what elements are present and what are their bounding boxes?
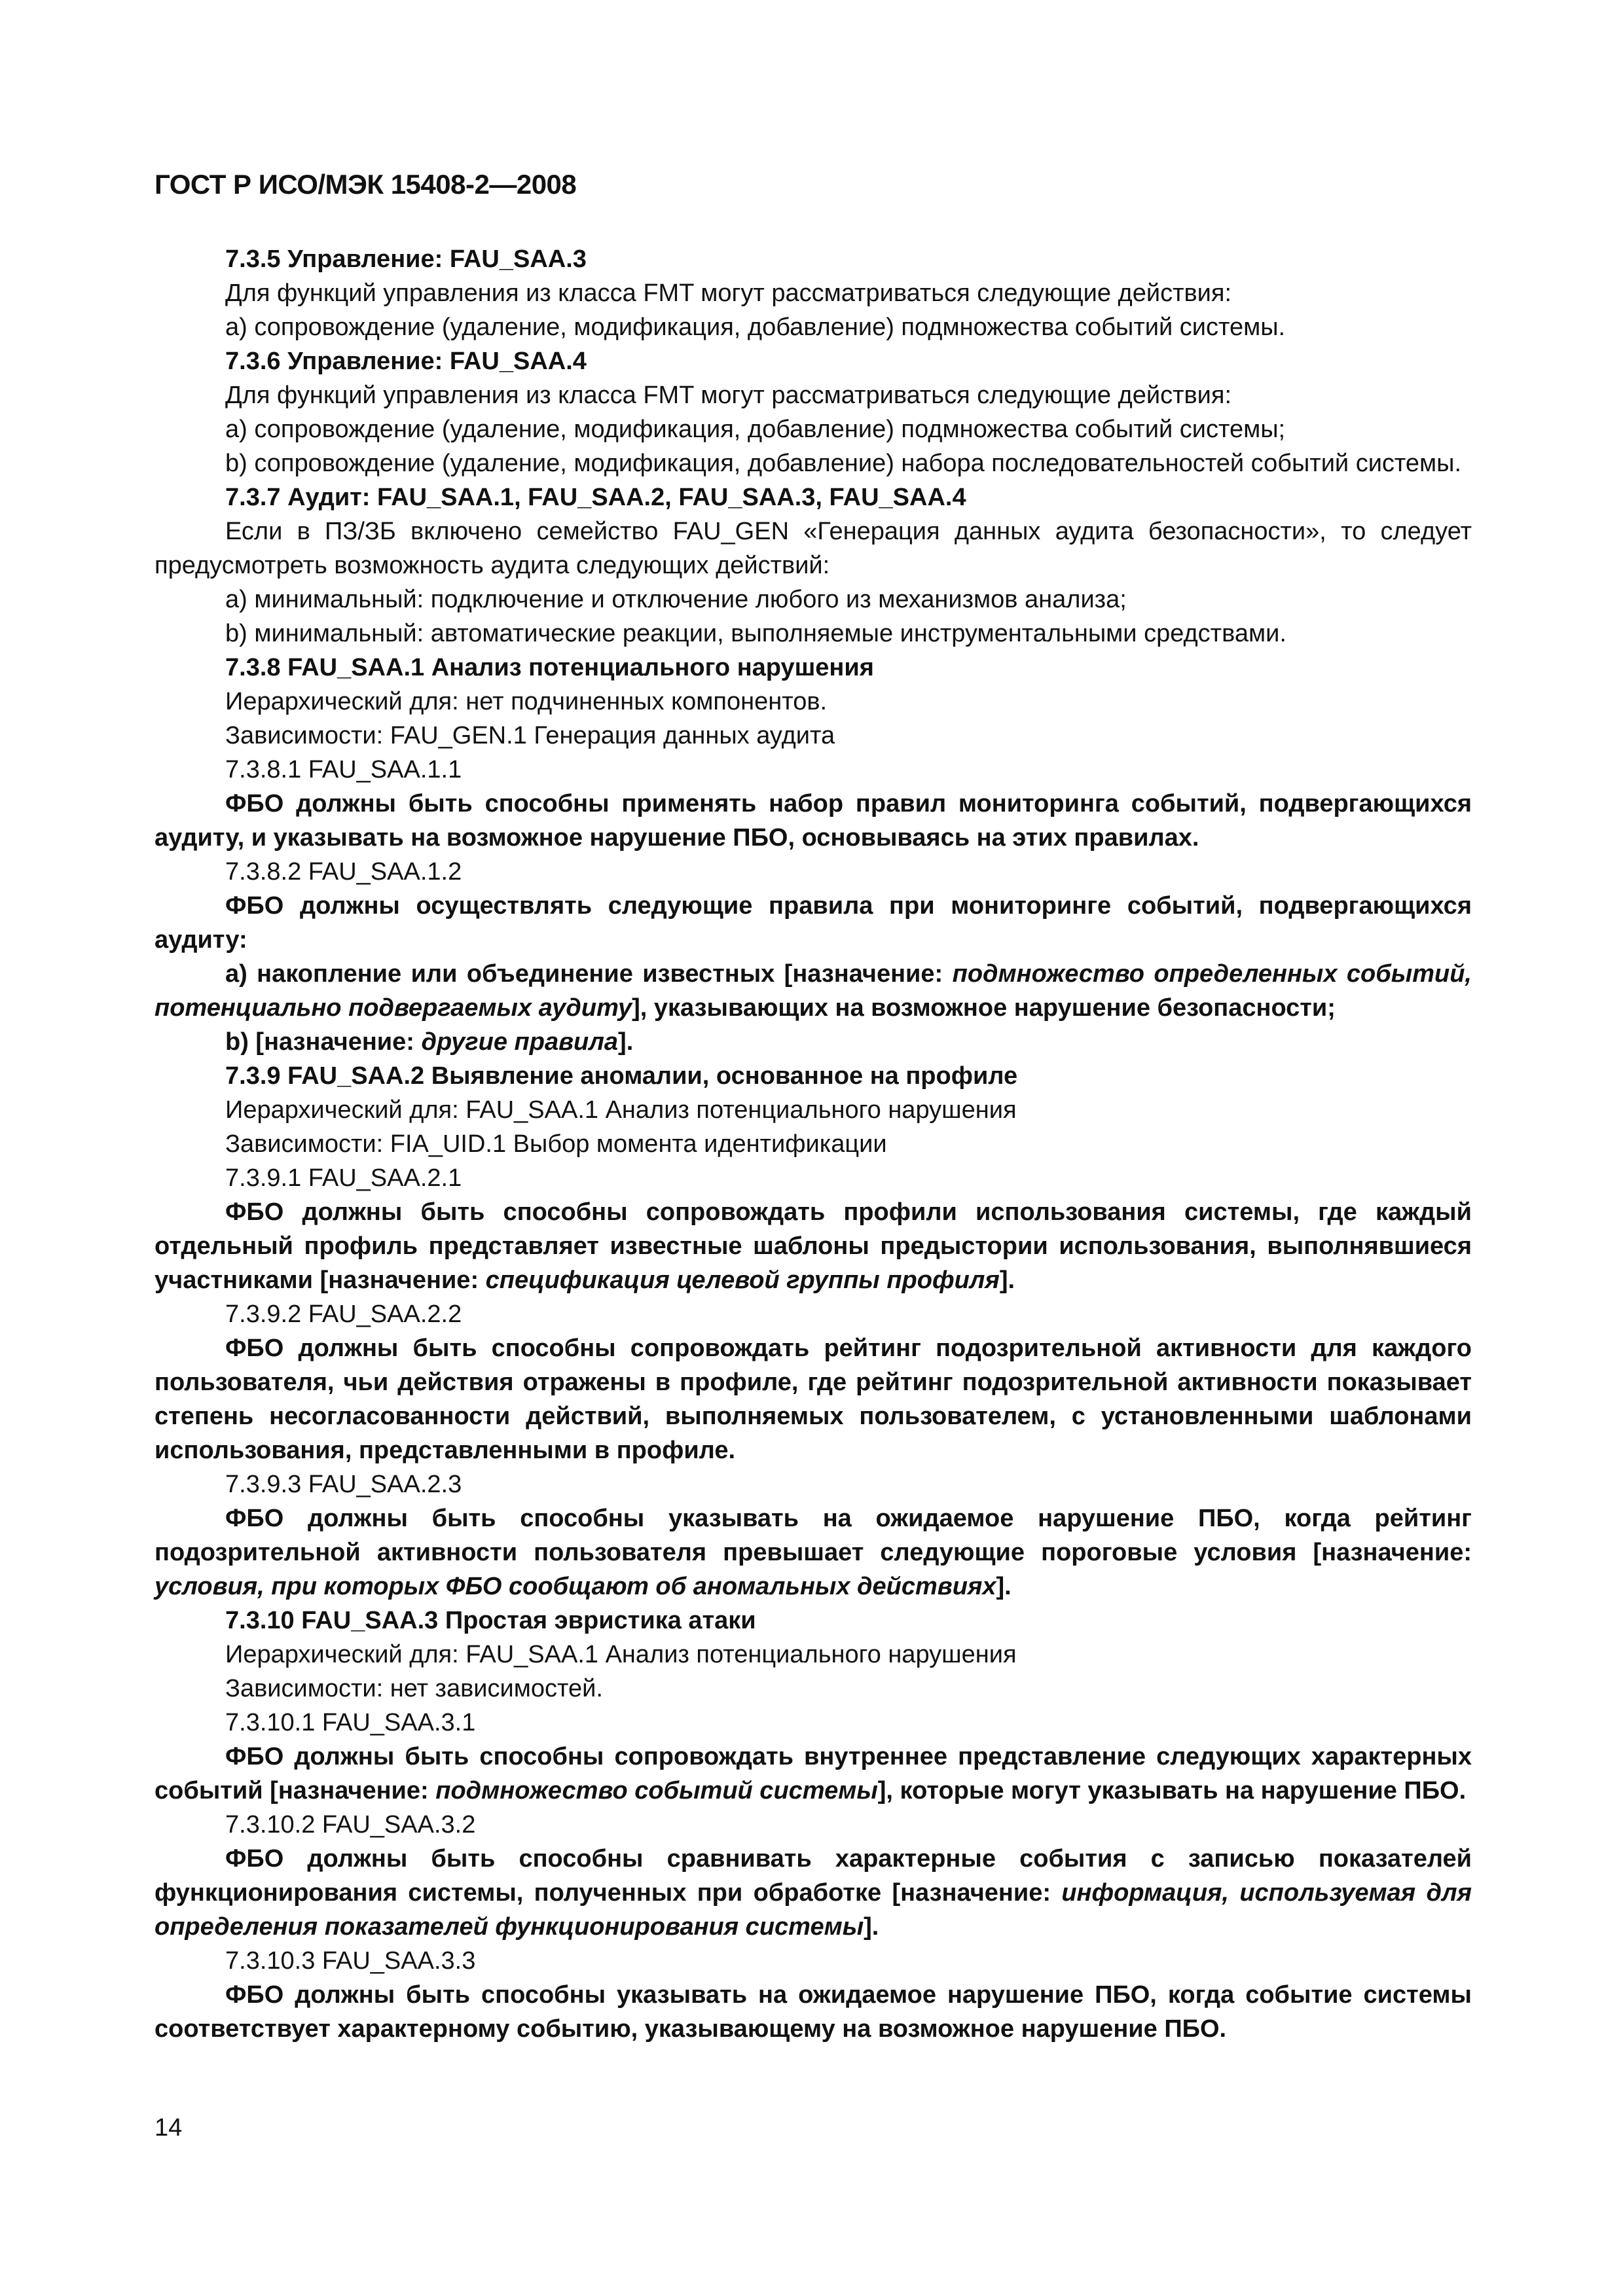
text-segment: 7.3.10.1 FAU_SAA.3.1 (225, 1709, 476, 1736)
section-heading (155, 1604, 1472, 1638)
paragraph (155, 1297, 1472, 1331)
text-segment: Для функций управления из класса FMT могут рассматриваться следующие действия: (225, 382, 1232, 409)
paragraph (155, 1842, 1472, 1944)
italic-text: подмножество событий системы (435, 1777, 878, 1804)
paragraph (155, 1808, 1472, 1842)
text-segment: ], которые могут указывать на нарушение ПБО. (877, 1777, 1467, 1804)
paragraph (155, 446, 1472, 480)
italic-text: другие правила (421, 1028, 619, 1056)
text-segment: ФБО должны быть способны указывать на ожидаемое нарушение ПБО, когда рейтинг подозрительной активности пользователя превышает следующие пороговые условия [назначение: (155, 1505, 1472, 1566)
paragraph (155, 1195, 1472, 1297)
paragraph (155, 1025, 1472, 1059)
page-number: 14 (155, 2114, 183, 2142)
section-heading (155, 242, 1472, 276)
text-segment: ]. (864, 1913, 879, 1941)
paragraph (155, 719, 1472, 753)
text-segment: b) [назначение: (225, 1028, 422, 1056)
text-segment: ]. (996, 1573, 1012, 1600)
paragraph (155, 957, 1472, 1025)
paragraph (155, 1467, 1472, 1501)
paragraph (155, 378, 1472, 412)
paragraph (155, 889, 1472, 957)
italic-text: информация, используемая для определения показателей функционирования системы (155, 1879, 1472, 1941)
text-segment: 7.3.8.1 FAU_SAA.1.1 (225, 756, 462, 783)
italic-text: спецификация целевой группы профиля (485, 1266, 1000, 1294)
text-segment: Иерархический для: FAU_SAA.1 Анализ потенциального нарушения (225, 1096, 1017, 1124)
text-segment: Для функций управления из класса FMT могут рассматриваться следующие действия: (225, 279, 1232, 307)
paragraph (155, 1740, 1472, 1808)
paragraph (155, 514, 1472, 583)
paragraph (155, 787, 1472, 855)
paragraph (155, 617, 1472, 651)
paragraph (155, 276, 1472, 310)
text-segment: Иерархический для: нет подчиненных компонентов. (225, 688, 828, 715)
paragraph (155, 1638, 1472, 1672)
section-heading (155, 1059, 1472, 1093)
text-segment: ФБО должны быть способны сопровождать внутреннее представление следующих характерных событий [назначение: (155, 1743, 1472, 1804)
section-heading (155, 480, 1472, 514)
text-segment: 7.3.8.2 FAU_SAA.1.2 (225, 858, 462, 886)
paragraph (155, 1127, 1472, 1161)
text-segment: 7.3.9.1 FAU_SAA.2.1 (225, 1164, 462, 1192)
paragraph (155, 1672, 1472, 1706)
text-segment: a) накопление или объединение известных [назначение: (225, 960, 953, 988)
text-segment: Зависимости: нет зависимостей. (225, 1675, 603, 1702)
text-segment: 7.3.6 Управление: FAU_SAA.4 (225, 348, 587, 375)
paragraph (155, 1093, 1472, 1127)
text-segment: ]. (999, 1266, 1015, 1294)
text-segment: ФБО должны быть способны указывать на ожидаемое нарушение ПБО, когда событие системы соответствует характерному событию, указывающему на возможное нарушение ПБО. (155, 1981, 1472, 2043)
paragraph (155, 412, 1472, 446)
document-body (155, 242, 1472, 2046)
text-segment: ФБО должны быть способны сравнивать характерные события с записью показателей функционирования системы, полученных при обработке [назначение: (155, 1845, 1472, 1907)
text-segment: a) сопровождение (удаление, модификация, добавление) подмножества событий системы; (225, 416, 1286, 443)
text-segment: a) сопровождение (удаление, модификация, добавление) подмножества событий системы. (225, 314, 1286, 341)
text-segment: 7.3.10 FAU_SAA.3 Простая эвристика атаки (225, 1607, 756, 1634)
paragraph (155, 1978, 1472, 2046)
text-segment: 7.3.10.3 FAU_SAA.3.3 (225, 1947, 476, 1975)
paragraph (155, 1161, 1472, 1195)
paragraph (155, 685, 1472, 719)
paragraph (155, 1501, 1472, 1604)
text-segment: 7.3.9.3 FAU_SAA.2.3 (225, 1471, 462, 1498)
text-segment: ФБО должны осуществлять следующие правила при мониторинге событий, подвергающихся аудиту: (155, 892, 1472, 954)
text-segment: Зависимости: FAU_GEN.1 Генерация данных аудита (225, 722, 835, 749)
paragraph (155, 583, 1472, 617)
text-segment: ФБО должны быть способны сопровождать профили использования системы, где каждый отдельный профиль представляет известные шаблоны предыстории использования, выполнявшиеся участниками [назначение: (155, 1198, 1472, 1294)
text-segment: 7.3.8 FAU_SAA.1 Анализ потенциального нарушения (225, 654, 874, 681)
text-segment: 7.3.5 Управление: FAU_SAA.3 (225, 245, 587, 273)
paragraph (155, 753, 1472, 787)
text-segment: ]. (618, 1028, 634, 1056)
paragraph (155, 1706, 1472, 1740)
paragraph (155, 855, 1472, 889)
italic-text: подмножество определенных событий, потенциально подвергаемых аудиту (155, 960, 1472, 1022)
text-segment: Если в ПЗ/ЗБ включено семейство FAU_GEN «Генерация данных аудита безопасности», то следует предусмотреть возможность аудита следующих действий: (155, 518, 1472, 579)
text-segment: ФБО должны быть способны сопровождать рейтинг подозрительной активности для каждого пользователя, чьи действия отражены в профиле, где рейтинг подозрительной активности показывает степень несогласованности действий, выполняемых пользователем, с установленными шаблонами использования, представленными в профиле. (155, 1335, 1472, 1464)
text-segment: ], указывающих на возможное нарушение безопасности; (632, 994, 1336, 1022)
text-segment: Зависимости: FIA_UID.1 Выбор момента идентификации (225, 1130, 887, 1158)
paragraph (155, 1331, 1472, 1467)
text-segment: a) минимальный: подключение и отключение любого из механизмов анализа; (225, 586, 1127, 613)
text-segment: b) минимальный: автоматические реакции, выполняемые инструментальными средствами. (225, 620, 1286, 647)
text-segment: b) сопровождение (удаление, модификация, добавление) набора последовательностей событий системы. (225, 450, 1462, 477)
page-header: ГОСТ Р ИСО/МЭК 15408-2—2008 (155, 169, 577, 200)
text-segment: 7.3.9.2 FAU_SAA.2.2 (225, 1300, 462, 1328)
paragraph (155, 1944, 1472, 1978)
text-segment: 7.3.7 Аудит: FAU_SAA.1, FAU_SAA.2, FAU_SAA.3, FAU_SAA.4 (225, 484, 966, 511)
text-segment: 7.3.10.2 FAU_SAA.3.2 (225, 1811, 476, 1839)
text-segment: ФБО должны быть способны применять набор правил мониторинга событий, подвергающихся аудиту, и указывать на возможное нарушение ПБО, основываясь на этих правилах. (155, 790, 1472, 852)
section-heading (155, 344, 1472, 378)
paragraph (155, 310, 1472, 344)
italic-text: условия, при которых ФБО сообщают об аномальных действиях (155, 1573, 996, 1600)
section-heading (155, 651, 1472, 685)
text-segment: Иерархический для: FAU_SAA.1 Анализ потенциального нарушения (225, 1641, 1017, 1668)
text-segment: 7.3.9 FAU_SAA.2 Выявление аномалии, основанное на профиле (225, 1062, 1018, 1090)
